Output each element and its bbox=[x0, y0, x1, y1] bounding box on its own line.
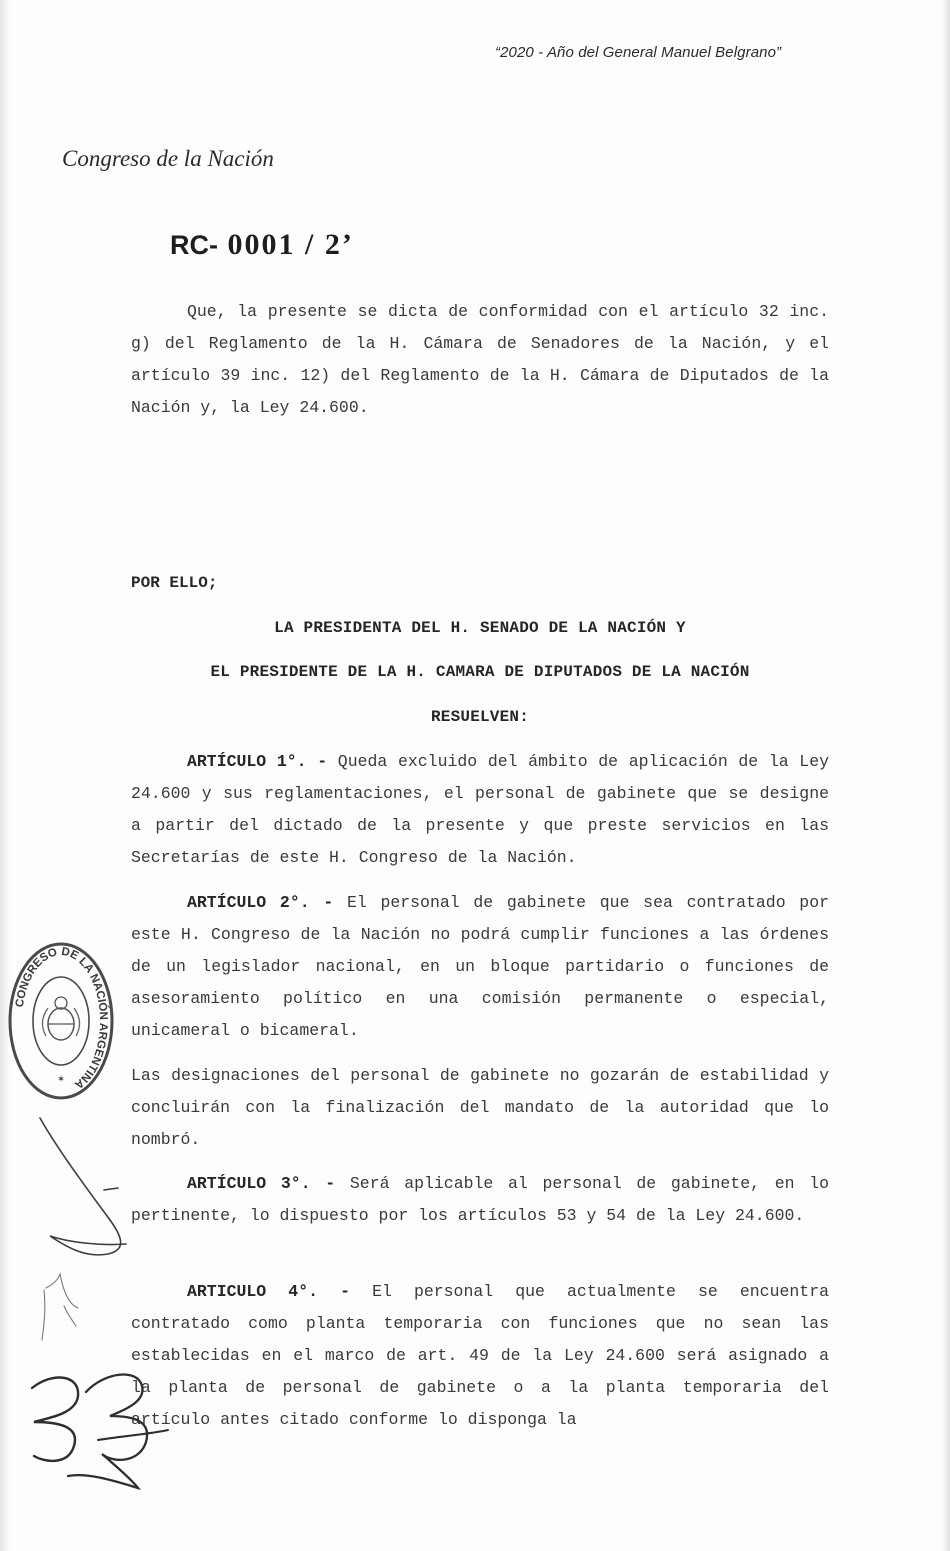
article-4-text: El personal que actualmente se encuentra contratado como planta temporaria con funciones que no sean las establecidas en el marco de art. 49 de la Ley 24.600 será asignado a la planta de personal de gabinete o a la planta temporaria del artículo antes citado conforme lo disponga la bbox=[131, 1282, 829, 1429]
article-1-paragraph bbox=[131, 746, 829, 874]
article-3 bbox=[131, 1168, 829, 1232]
authority-line-1: LA PRESIDENTA DEL H. SENADO DE LA NACIÓN Y bbox=[274, 619, 686, 637]
scan-edge-left bbox=[0, 0, 10, 1551]
article-2-extra bbox=[131, 1060, 829, 1156]
por-ello: POR ELLO; bbox=[131, 574, 218, 592]
coat-of-arms-icon bbox=[42, 997, 79, 1040]
congress-seal-stamp bbox=[8, 942, 114, 1100]
article-4 bbox=[131, 1276, 829, 1436]
scan-edge-right bbox=[942, 0, 950, 1551]
seal-star-icon: ✶ bbox=[57, 1074, 65, 1086]
preamble-text: Que, la presente se dicta de conformidad con el artículo 32 inc. g) del Reglamento de la H. Cámara de Senadores de la Nación, y el artículo 39 inc. 12) del Reglamento de la H. Cámara de Diputados de la Nación y, la Ley 24.600. bbox=[131, 302, 829, 417]
article-4-heading: ARTICULO 4°. - bbox=[187, 1282, 350, 1301]
year-motto: “2020 - Año del General Manuel Belgrano” bbox=[495, 44, 782, 61]
authority-line-2: EL PRESIDENTE DE LA H. CAMARA DE DIPUTADOS DE LA NACIÓN bbox=[210, 663, 750, 681]
reference-number: 0001 / 2’ bbox=[227, 228, 354, 261]
resolution-reference bbox=[170, 228, 354, 262]
preamble-block bbox=[131, 296, 829, 424]
article-2-heading: ARTÍCULO 2°. - bbox=[187, 893, 334, 912]
resolve-heading: RESUELVEN: bbox=[430, 708, 529, 726]
article-1-text: Queda excluido del ámbito de aplicación de la Ley 24.600 y sus reglamentaciones, el personal de gabinete que se designe a partir del dictado de la presente y que preste servicios en las Secretarías de este H. Congreso de la Nación. bbox=[131, 752, 829, 867]
article-4-paragraph bbox=[131, 1276, 829, 1436]
article-2-paragraph bbox=[131, 887, 829, 1047]
article-2-extra-text: Las designaciones del personal de gabinete no gozarán de estabilidad y concluirán con la finalización del mandato de la autoridad que lo nombró. bbox=[131, 1066, 829, 1149]
handwritten-signature bbox=[28, 1110, 198, 1510]
article-1-heading: ARTÍCULO 1°. - bbox=[187, 752, 328, 771]
article-3-paragraph bbox=[131, 1168, 829, 1232]
article-2 bbox=[131, 887, 829, 1047]
article-2-text: El personal de gabinete que sea contratado por este H. Congreso de la Nación no podrá cumplir funciones a las órdenes de un legislador nacional, en un bloque partidario o funciones de asesoramiento político en una comisión permanente o especial, unicameral o bicameral. bbox=[131, 893, 830, 1040]
institution-title: Congreso de la Nación bbox=[62, 146, 274, 171]
reference-prefix: RC- bbox=[170, 230, 218, 260]
article-3-heading: ARTÍCULO 3°. - bbox=[187, 1174, 336, 1193]
article-3-text: Será aplicable al personal de gabinete, en lo pertinente, lo dispuesto por los artículos 53 y 54 de la Ley 24.600. bbox=[131, 1174, 830, 1225]
seal-text: CONGRESO DE LA NACIÓN ARGENTINA bbox=[13, 945, 110, 1091]
article-1 bbox=[131, 746, 829, 874]
